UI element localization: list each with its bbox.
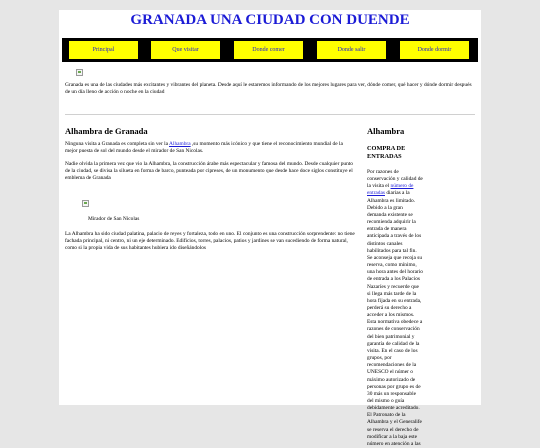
nav-donde-salir-button[interactable]: Donde salir — [317, 41, 386, 59]
divider — [65, 114, 475, 115]
broken-image-icon — [82, 200, 89, 207]
main-paragraph-1 — [65, 141, 355, 155]
intro-text: Granada es una de las ciudades más excitantes y vibrantes del planeta. Desde aquí le estaremos informando de los mejores lugares para ver, dónde comer, qué hacer y dónde dormir después de un día lleno de acción o noche en la ciudad — [65, 82, 472, 95]
sidebar — [367, 126, 423, 448]
nav-donde-dormir-button[interactable]: Donde dormir — [400, 41, 469, 59]
main-content — [65, 126, 355, 182]
sidebar-heading: Alhambra — [367, 126, 405, 136]
main-paragraph-3: La Alhambra ha sido ciudad palatina, palacio de reyes y fortaleza, todo en uno. El conjunto es una construcción sorprendente: no tiene fachada principal, ni centro, ni un eje determinado. Edificios, torres, palacios, patios y jardines se van sucediendo de forma natural, como si la propia vida de sus habitantes hubiera ido diseñándolos — [65, 231, 355, 251]
broken-image-icon — [76, 69, 83, 76]
image-caption: Mirador de San Nicolas — [88, 216, 140, 222]
main-paragraph-1-text-end: ,su momento más icónico y que tiene el reconocimiento mundial de la mejor puesta de sol del mundo desde el mirador de San Nicolas. — [65, 141, 343, 154]
main-heading: Alhambra de Granada — [65, 126, 148, 136]
sidebar-text-end: diarias a la Alhambra es limitado. Debido a la gran demanda existente se recomienda adquirir la entrada de manera anticipada a través de los distintos canales habilitados para tal fin. Se aconseja que recoja su reserva, como mínimo, una hora antes del horario de entrada a los Palacios Nazaríes y recuerde que si llega más tarde de la hora fijada en su entrada, perderá su derecho a acceder a los mismos. Esta normativa obedece a razones de conservación del bien patrimonial y garantía de calidad de la visita. En el caso de los grupos, por recomendaciones de la UNESCO el númer o máximo autorizado de personas por grupo es de 30 más un responsable del mismo o guía debidamente acreditado. El Patronato de la Alhambra y el Generalife se reserva el derecho de modificar a la baja este número en atención a las — [367, 190, 423, 447]
nav-que-visitar-button[interactable]: Que visitar — [151, 41, 220, 59]
sidebar-subheading: COMPRA DE ENTRADAS — [367, 145, 406, 160]
page-container — [59, 10, 481, 447]
main-paragraph-1-text: Ninguna visita a Granada es completa sin ver la — [65, 141, 170, 147]
nav-bar — [62, 38, 478, 62]
numero-de-entradas-link[interactable]: número de entradas — [367, 183, 414, 197]
nav-principal-button[interactable]: Principal — [69, 41, 138, 59]
sidebar-text-start: Por razones de conservación y calidad de la visita el — [367, 169, 423, 190]
alhambra-link[interactable]: Alhambra — [169, 141, 191, 147]
main-paragraph-2: Nadie olvida la primera vez que vio la Alhambra, la construcción árabe más espectacular y famosa del mundo. Desde cualquier punto de la ciudad, se divisa la silueta en forma de barco, punteada por cipreses, de un monumento que desde hace doce siglos constituye el emblema de Granada — [65, 160, 353, 181]
page-title: GRANADA UNA CIUDAD CON DUENDE — [130, 12, 410, 28]
sidebar-text — [367, 169, 423, 448]
nav-donde-comer-button[interactable]: Donde comer — [234, 41, 303, 59]
